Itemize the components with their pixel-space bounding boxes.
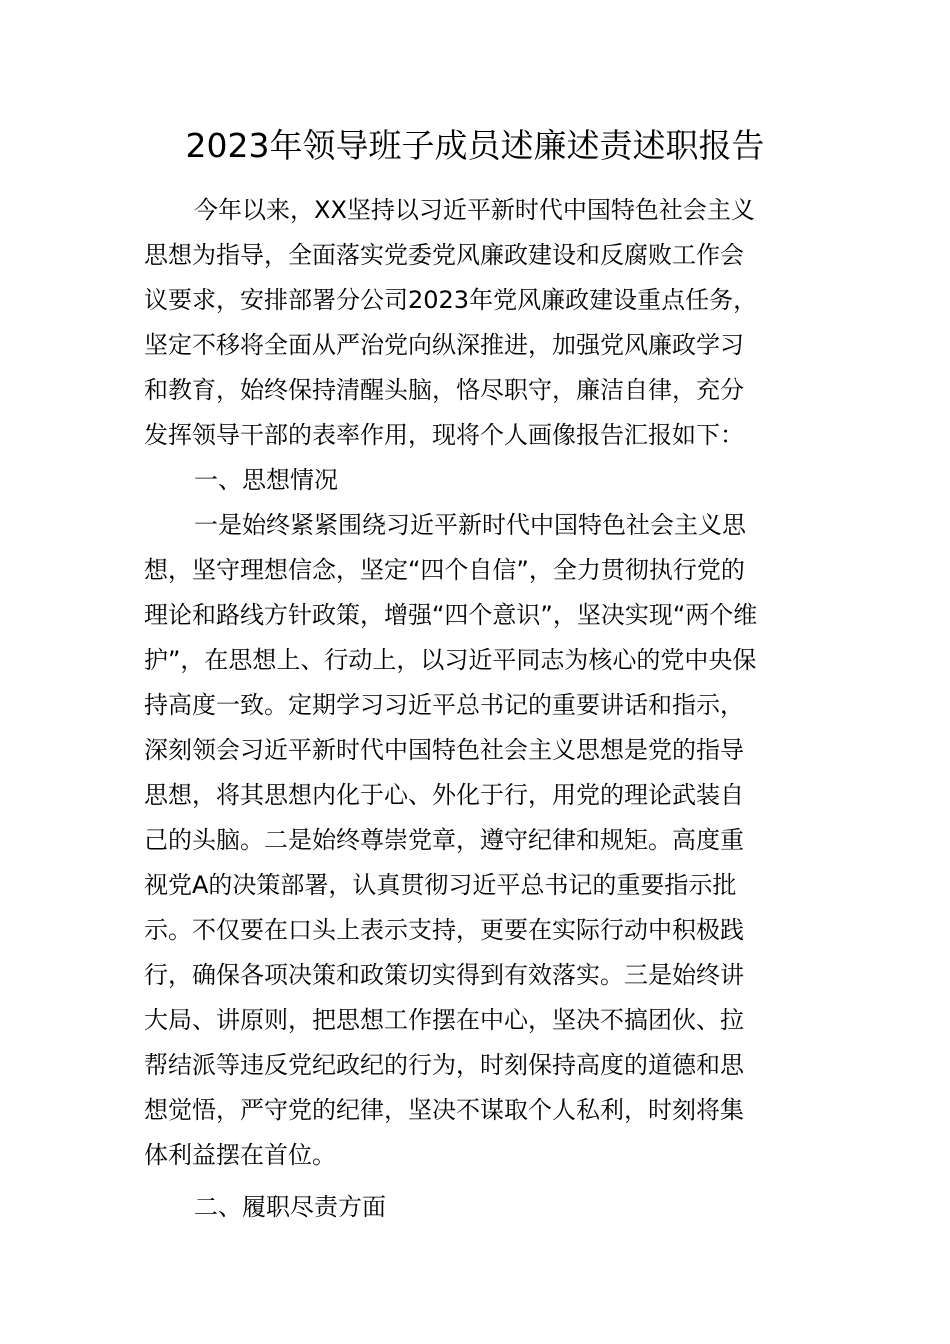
paragraph-line: 深刻领会习近平新时代中国特色社会主义思想是党的指导 [144, 736, 744, 764]
paragraph-line: 议要求，安排部署分公司2023年党风廉政建设重点任务， [144, 286, 758, 314]
paragraph-line: 持高度一致。定期学习习近平总书记的重要讲话和指示， [144, 691, 744, 719]
paragraph-line: 思想为指导，全面落实党委党风廉政建设和反腐败工作会 [144, 241, 744, 269]
document-body [144, 188, 824, 1230]
section-heading: 二、履职尽责方面 [194, 1193, 386, 1221]
paragraph-line: 视党A的决策部署，认真贯彻习近平总书记的重要指示批 [144, 871, 737, 899]
paragraph-line: 护”，在思想上、行动上，以习近平同志为核心的党中央保 [144, 646, 757, 674]
paragraph-line: 想，坚守理想信念，坚定“四个自信”，全力贯彻执行党的 [144, 556, 745, 584]
paragraph-line: 思想，将其思想内化于心、外化于行，用党的理论武装自 [144, 781, 744, 809]
paragraph-line: 帮结派等违反党纪政纪的行为，时刻保持高度的道德和思 [144, 1051, 744, 1079]
document-title: 2023年领导班子成员述廉述责述职报告 [185, 126, 765, 165]
paragraph-line: 体利益摆在首位。 [144, 1141, 336, 1169]
paragraph-line: 理论和路线方针政策，增强“四个意识”，坚决实现“两个维 [144, 601, 758, 629]
paragraph-line: 行，确保各项决策和政策切实得到有效落实。三是始终讲 [144, 961, 744, 989]
paragraph-line: 示。不仅要在口头上表示支持，更要在实际行动中积极践 [144, 916, 744, 944]
paragraph-line: 和教育，始终保持清醒头脑，恪尽职守，廉洁自律，充分 [144, 376, 744, 404]
paragraph-line: 坚定不移将全面从严治党向纵深推进，加强党风廉政学习 [144, 331, 744, 359]
paragraph-line: 发挥领导干部的表率作用，现将个人画像报告汇报如下： [144, 421, 744, 449]
paragraph-line: 今年以来，XX坚持以习近平新时代中国特色社会主义 [194, 196, 755, 224]
paragraph-line: 大局、讲原则，把思想工作摆在中心，坚决不搞团伙、拉 [144, 1006, 744, 1034]
paragraph-line: 己的头脑。二是始终尊崇党章，遵守纪律和规矩。高度重 [144, 826, 744, 854]
paragraph-line: 想觉悟，严守党的纪律，坚决不谋取个人私利，时刻将集 [144, 1096, 744, 1124]
section-heading: 一、思想情况 [194, 466, 338, 494]
paragraph-line: 一是始终紧紧围绕习近平新时代中国特色社会主义思 [194, 511, 746, 539]
